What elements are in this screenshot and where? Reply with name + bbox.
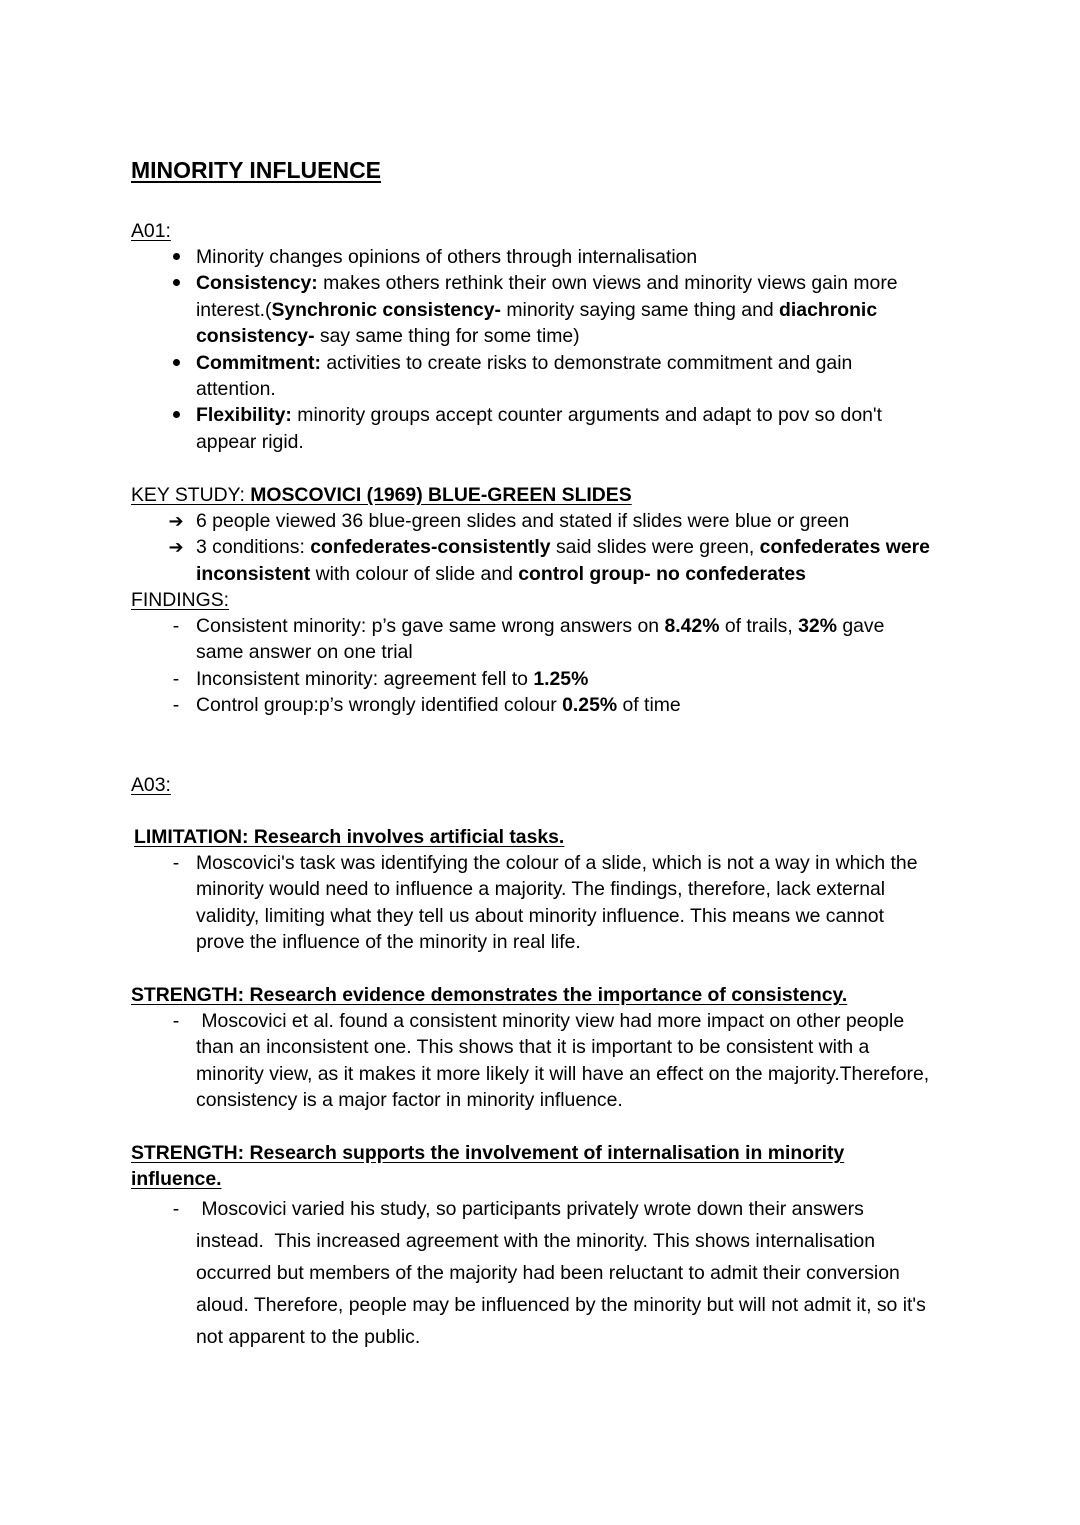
list-item — [131, 1193, 931, 1353]
arrow-right-icon: ➔ — [168, 511, 184, 531]
bullet-text: makes others rethink their own views and minority views gain more interest.( — [196, 272, 898, 321]
ao1-heading: A01: — [131, 220, 171, 242]
dash-icon: - — [172, 667, 180, 690]
stat-value: 8.42% — [664, 615, 720, 637]
stat-value: 1.25% — [533, 667, 589, 690]
list-text: gave same answer on one trial — [196, 615, 885, 664]
paragraph-text: Moscovici varied his study, so participants privately wrote down their answers instead. This increased agreement with the minority. This shows internalisation occurred but members of the majority had been reluctant to admit their conversion aloud. Therefore, people may be influenced by the minority but will not admit it, so it's not apparent to the public. — [196, 1198, 932, 1348]
bullet-bold-term: diachronic consistency- — [196, 298, 878, 348]
key-study-name: MOSCOVICI (1969) BLUE-GREEN SLIDES — [250, 484, 632, 506]
strength-internalisation-list — [131, 1193, 931, 1353]
findings-list — [131, 613, 931, 719]
list-text: 3 conditions: — [196, 536, 311, 559]
ao3-heading: A03: — [131, 774, 171, 796]
arrow-right-icon: ➔ — [168, 537, 184, 558]
dash-icon: - — [172, 1010, 180, 1032]
list-text: of trails, — [719, 615, 799, 637]
bullet-lead: Commitment: — [196, 351, 321, 374]
list-item — [131, 666, 931, 692]
list-item — [131, 402, 931, 455]
list-item — [131, 1008, 935, 1114]
bold-term: confederates were inconsistent — [196, 536, 930, 585]
paragraph-text: Moscovici et al. found a consistent minority view had more impact on other people than an inconsistent one. This shows that it is important to be consistent with a minority view, as it makes it more likely it will have an effect on the majority.Therefore, consistency is a major factor in minority influence. — [196, 1010, 935, 1112]
list-item — [131, 613, 931, 666]
list-text: Inconsistent minority: agreement fell to — [196, 667, 534, 690]
page-title: MINORITY INFLUENCE — [131, 157, 382, 183]
strength-heading-consistency: STRENGTH: Research evidence demonstrates the importance of consistency. — [131, 984, 848, 1006]
bullet-bold-term: Synchronic consistency- — [271, 298, 501, 321]
list-item — [131, 244, 931, 270]
list-text: 6 people viewed 36 blue-green slides and stated if slides were blue or green — [196, 510, 850, 532]
list-item — [131, 350, 931, 403]
paragraph-text: Moscovici's task was identifying the colour of a slide, which is not a way in which the minority would need to influence a majority. The findings, therefore, lack external validity, limiting what they tell us about minority influence. This means we cannot prove the influence of the minority in real life. — [196, 852, 918, 954]
dash-icon: - — [172, 1198, 180, 1220]
stat-value: 32% — [798, 615, 837, 637]
bold-term: control group- no confederates — [518, 562, 806, 585]
bullet-lead: Consistency: — [196, 272, 318, 295]
list-text: with colour of slide and — [310, 562, 519, 585]
key-study-list — [131, 508, 931, 587]
list-item — [131, 692, 931, 718]
bullet-dot-icon — [166, 244, 186, 270]
dash-icon: - — [172, 615, 180, 637]
bullet-dot-icon — [166, 350, 186, 376]
bullet-lead: Flexibility: — [196, 404, 292, 427]
findings-heading: FINDINGS: — [131, 589, 230, 611]
dash-icon: - — [172, 852, 180, 874]
bullet-text: minority groups accept counter arguments and adapt to pov so don't appear rigid. — [196, 404, 882, 453]
bullet-text: Minority changes opinions of others through internalisation — [196, 246, 698, 268]
bullet-dot-icon — [166, 270, 186, 296]
bullet-dot-icon — [166, 402, 186, 428]
list-item — [131, 534, 931, 587]
list-item — [131, 508, 931, 534]
key-study-heading — [131, 482, 632, 508]
strength-heading-internalisation: STRENGTH: Research supports the involvement of internalisation in minority influence. — [131, 1142, 845, 1191]
list-text: said slides were green, — [550, 536, 760, 559]
bold-term: confederates-consistently — [310, 536, 551, 559]
list-item — [131, 270, 931, 349]
strength-consistency-list — [131, 1008, 935, 1114]
bullet-text: say same thing for some time) — [314, 325, 580, 348]
ao1-bullet-list — [131, 244, 931, 455]
limitation-heading: LIMITATION: Research involves artificial tasks. — [134, 826, 565, 848]
list-text: of time — [617, 694, 681, 717]
bullet-text: minority saying same thing and — [500, 298, 780, 321]
bullet-text: activities to create risks to demonstrate commitment and gain attention. — [196, 351, 853, 401]
key-study-label: KEY STUDY: — [131, 484, 251, 506]
list-text: Consistent minority: p’s gave same wrong answers on — [196, 615, 665, 637]
limitation-list — [131, 850, 931, 956]
list-item — [131, 850, 931, 956]
dash-icon: - — [172, 694, 180, 717]
list-text: Control group:p’s wrongly identified colour — [196, 694, 563, 717]
stat-value: 0.25% — [562, 694, 618, 717]
